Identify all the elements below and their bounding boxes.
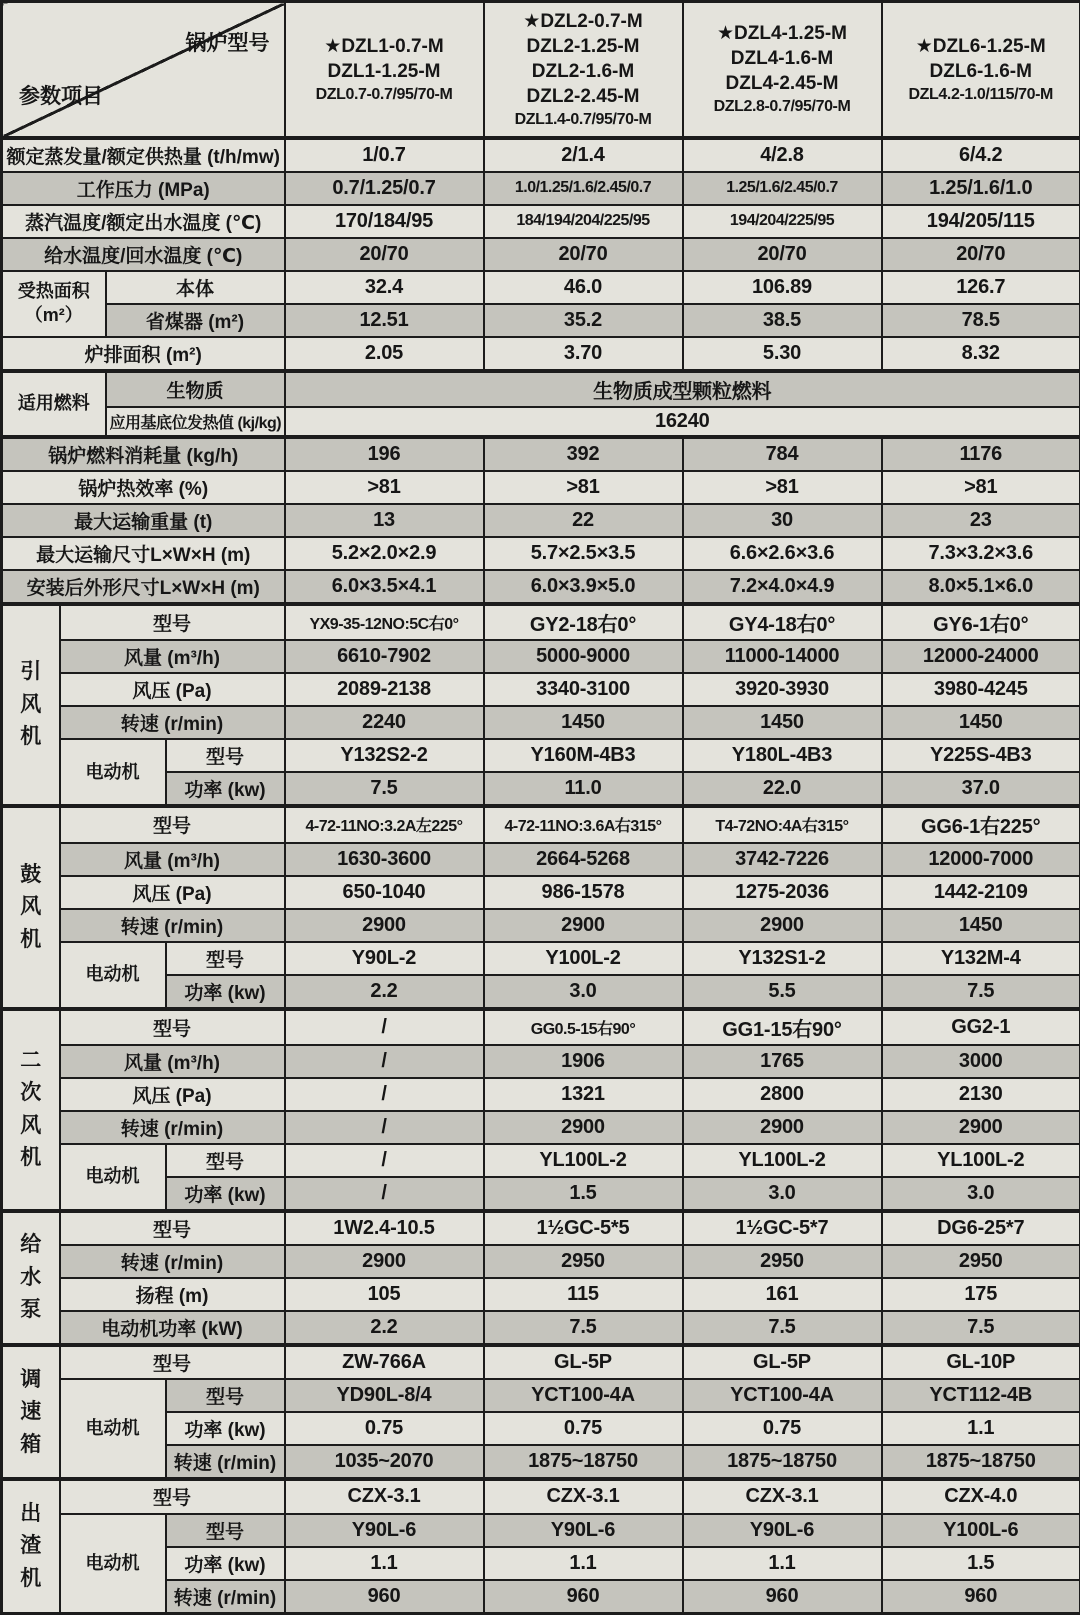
value-cell: 7.5 bbox=[285, 772, 484, 806]
value-cell: / bbox=[285, 1078, 484, 1111]
param-label: 炉排面积 (m²) bbox=[2, 337, 285, 371]
table-row bbox=[2, 407, 1080, 437]
param-label: 风量 (m³/h) bbox=[60, 640, 285, 673]
group-label: 适用燃料 bbox=[2, 371, 106, 437]
table-row bbox=[2, 1278, 1080, 1311]
value-cell: >81 bbox=[484, 471, 683, 504]
value-cell: 1765 bbox=[683, 1045, 882, 1078]
model-name: DZL4-1.6-M bbox=[730, 48, 834, 70]
value-cell: 194/204/225/95 bbox=[683, 205, 882, 238]
param-label: 最大运输重量 (t) bbox=[2, 504, 285, 537]
param-label: 型号 bbox=[166, 1144, 285, 1177]
value-cell: 1630-3600 bbox=[285, 843, 484, 876]
value-cell: 4-72-11NO:3.2A左225° bbox=[285, 806, 484, 842]
value-cell: 126.7 bbox=[882, 271, 1080, 304]
value-cell: 3.0 bbox=[882, 1177, 1080, 1211]
group-label bbox=[2, 1479, 60, 1613]
value-cell: 13 bbox=[285, 504, 484, 537]
value-cell: 960 bbox=[683, 1580, 882, 1614]
value-cell: 22.0 bbox=[683, 772, 882, 806]
value-cell: 2900 bbox=[484, 1111, 683, 1144]
value-cell: 7.5 bbox=[882, 975, 1080, 1009]
value-cell: 1875~18750 bbox=[484, 1445, 683, 1479]
value-cell: 1.25/1.6/2.45/0.7 bbox=[683, 172, 882, 205]
param-label: 风压 (Pa) bbox=[60, 876, 285, 909]
value-cell: 2.05 bbox=[285, 337, 484, 371]
model-name: DZL2-1.6-M bbox=[531, 60, 635, 82]
table-row bbox=[2, 1211, 1080, 1245]
param-label: 扬程 (m) bbox=[60, 1278, 285, 1311]
param-label: 工作压力 (MPa) bbox=[2, 172, 285, 205]
value-cell: 1875~18750 bbox=[683, 1445, 882, 1479]
param-label: 型号 bbox=[60, 604, 285, 640]
value-cell: 986-1578 bbox=[484, 876, 683, 909]
table-row bbox=[2, 640, 1080, 673]
value-cell: 1.1 bbox=[683, 1547, 882, 1580]
table-row bbox=[2, 909, 1080, 942]
value-cell: / bbox=[285, 1177, 484, 1211]
value-cell: 2900 bbox=[882, 1111, 1080, 1144]
value-cell: YCT100-4A bbox=[683, 1379, 882, 1412]
table-row bbox=[2, 371, 1080, 407]
value-cell: 0.7/1.25/0.7 bbox=[285, 172, 484, 205]
model-name: DZL4.2-1.0/115/70-M bbox=[908, 85, 1053, 103]
corner-label-boiler-model: 锅炉型号 bbox=[185, 32, 270, 55]
value-cell: 1.1 bbox=[882, 1412, 1080, 1445]
section-label-text: 出渣机 bbox=[20, 1501, 42, 1590]
value-cell: / bbox=[285, 1144, 484, 1177]
header-row bbox=[2, 2, 1080, 138]
param-label: 风量 (m³/h) bbox=[60, 843, 285, 876]
value-cell: 1321 bbox=[484, 1078, 683, 1111]
value-cell: 1.5 bbox=[484, 1177, 683, 1211]
table-row bbox=[2, 1111, 1080, 1144]
value-cell: 105 bbox=[285, 1278, 484, 1311]
model-header-col1 bbox=[285, 2, 484, 138]
value-cell: 11.0 bbox=[484, 772, 683, 806]
param-label: 省煤器 (m²) bbox=[106, 304, 285, 337]
value-cell: 6610-7902 bbox=[285, 640, 484, 673]
value-cell: 1035~2070 bbox=[285, 1445, 484, 1479]
value-cell: 1.0/1.25/1.6/2.45/0.7 bbox=[484, 172, 683, 205]
value-cell: 2.2 bbox=[285, 1311, 484, 1345]
value-cell: 1176 bbox=[882, 437, 1080, 471]
param-label: 型号 bbox=[60, 1009, 285, 1045]
table-row bbox=[2, 1045, 1080, 1078]
table-row bbox=[2, 271, 1080, 304]
model-name: ★DZL2-0.7-M bbox=[523, 10, 643, 32]
param-label: 型号 bbox=[60, 1211, 285, 1245]
param-label: 转速 (r/min) bbox=[166, 1580, 285, 1614]
value-cell: 784 bbox=[683, 437, 882, 471]
param-label: 型号 bbox=[166, 1514, 285, 1547]
value-cell: YL100L-2 bbox=[882, 1144, 1080, 1177]
param-label: 风压 (Pa) bbox=[60, 1078, 285, 1111]
model-name: DZL2-2.45-M bbox=[526, 85, 640, 107]
param-label: 转速 (r/min) bbox=[60, 1111, 285, 1144]
table-row bbox=[2, 1311, 1080, 1345]
value-cell: 194/205/115 bbox=[882, 205, 1080, 238]
value-cell: 3340-3100 bbox=[484, 673, 683, 706]
value-cell: 7.5 bbox=[882, 1311, 1080, 1345]
table-row bbox=[2, 337, 1080, 371]
corner-cell bbox=[2, 2, 285, 138]
value-cell: 0.75 bbox=[683, 1412, 882, 1445]
group-label: 电动机 bbox=[60, 1379, 166, 1479]
model-name: DZL1-1.25-M bbox=[327, 60, 441, 82]
param-label: 型号 bbox=[166, 1379, 285, 1412]
value-cell: 2900 bbox=[683, 909, 882, 942]
param-label: 型号 bbox=[60, 1479, 285, 1513]
value-cell: 960 bbox=[285, 1580, 484, 1614]
value-cell: GG6-1右225° bbox=[882, 806, 1080, 842]
value-cell: GG0.5-15右90° bbox=[484, 1009, 683, 1045]
value-cell: Y90L-6 bbox=[683, 1514, 882, 1547]
param-label: 应用基底位发热值 (kj/kg) bbox=[106, 407, 285, 437]
value-cell: CZX-3.1 bbox=[683, 1479, 882, 1513]
model-header-col4 bbox=[882, 2, 1080, 138]
param-label: 电动机功率 (kW) bbox=[60, 1311, 285, 1345]
value-cell: 6.6×2.6×3.6 bbox=[683, 537, 882, 570]
table-row bbox=[2, 504, 1080, 537]
value-cell: Y132S1-2 bbox=[683, 942, 882, 975]
group-label: 电动机 bbox=[60, 942, 166, 1009]
value-cell: Y90L-6 bbox=[484, 1514, 683, 1547]
param-label: 安装后外形尺寸L×W×H (m) bbox=[2, 570, 285, 604]
value-cell: 20/70 bbox=[683, 238, 882, 271]
table-row bbox=[2, 172, 1080, 205]
value-cell: CZX-3.1 bbox=[285, 1479, 484, 1513]
value-cell: 1450 bbox=[683, 706, 882, 739]
value-cell: 7.2×4.0×4.9 bbox=[683, 570, 882, 604]
value-cell: 184/194/204/225/95 bbox=[484, 205, 683, 238]
param-label: 蒸汽温度/额定出水温度 (℃) bbox=[2, 205, 285, 238]
param-label: 功率 (kw) bbox=[166, 772, 285, 806]
value-cell: YCT100-4A bbox=[484, 1379, 683, 1412]
value-cell: 5000-9000 bbox=[484, 640, 683, 673]
value-cell: 2130 bbox=[882, 1078, 1080, 1111]
model-name: DZL6-1.6-M bbox=[929, 60, 1032, 82]
value-cell: 1450 bbox=[882, 706, 1080, 739]
value-cell: CZX-3.1 bbox=[484, 1479, 683, 1513]
value-cell: 35.2 bbox=[484, 304, 683, 337]
table-row bbox=[2, 238, 1080, 271]
section-label-text: 引风机 bbox=[20, 660, 42, 749]
param-label: 型号 bbox=[60, 806, 285, 842]
model-name: ★DZL4-1.25-M bbox=[717, 23, 847, 45]
value-cell: 4-72-11NO:3.6A右315° bbox=[484, 806, 683, 842]
value-cell: 175 bbox=[882, 1278, 1080, 1311]
param-label: 转速 (r/min) bbox=[60, 909, 285, 942]
value-cell: 1W2.4-10.5 bbox=[285, 1211, 484, 1245]
value-cell: 12000-7000 bbox=[882, 843, 1080, 876]
value-cell: 37.0 bbox=[882, 772, 1080, 806]
param-label: 型号 bbox=[60, 1345, 285, 1379]
value-cell: 2/1.4 bbox=[484, 138, 683, 172]
value-cell: 2089-2138 bbox=[285, 673, 484, 706]
table-row bbox=[2, 806, 1080, 842]
value-cell: 3.0 bbox=[484, 975, 683, 1009]
value-cell: 20/70 bbox=[484, 238, 683, 271]
param-label: 功率 (kw) bbox=[166, 975, 285, 1009]
value-cell: 8.32 bbox=[882, 337, 1080, 371]
table-row bbox=[2, 942, 1080, 975]
value-cell: 3742-7226 bbox=[683, 843, 882, 876]
value-cell: Y90L-6 bbox=[285, 1514, 484, 1547]
value-cell: 1.1 bbox=[285, 1547, 484, 1580]
value-cell: 6/4.2 bbox=[882, 138, 1080, 172]
table-row bbox=[2, 205, 1080, 238]
value-cell: GL-5P bbox=[484, 1345, 683, 1379]
group-label: 受热面积 （m²） bbox=[2, 271, 106, 337]
param-label: 风压 (Pa) bbox=[60, 673, 285, 706]
value-cell: 1450 bbox=[882, 909, 1080, 942]
value-cell: 2950 bbox=[882, 1245, 1080, 1278]
value-cell: 1442-2109 bbox=[882, 876, 1080, 909]
value-cell: >81 bbox=[882, 471, 1080, 504]
table-row bbox=[2, 706, 1080, 739]
value-cell: ZW-766A bbox=[285, 1345, 484, 1379]
param-label: 功率 (kw) bbox=[166, 1412, 285, 1445]
section-label-text: 鼓风机 bbox=[20, 862, 42, 951]
value-cell: 7.5 bbox=[484, 1311, 683, 1345]
model-name: DZL2.8-0.7/95/70-M bbox=[713, 98, 851, 116]
table-row bbox=[2, 843, 1080, 876]
value-cell: 2.2 bbox=[285, 975, 484, 1009]
group-label bbox=[2, 604, 60, 806]
value-cell: 1450 bbox=[484, 706, 683, 739]
table-row bbox=[2, 304, 1080, 337]
table-row bbox=[2, 138, 1080, 172]
value-cell: 2900 bbox=[683, 1111, 882, 1144]
value-cell: GL-5P bbox=[683, 1345, 882, 1379]
value-cell: YD90L-8/4 bbox=[285, 1379, 484, 1412]
param-label: 功率 (kw) bbox=[166, 1177, 285, 1211]
param-label: 功率 (kw) bbox=[166, 1547, 285, 1580]
value-cell: 38.5 bbox=[683, 304, 882, 337]
value-cell: 4/2.8 bbox=[683, 138, 882, 172]
table-row bbox=[2, 673, 1080, 706]
value-cell: 650-1040 bbox=[285, 876, 484, 909]
param-label: 给水温度/回水温度 (℃) bbox=[2, 238, 285, 271]
value-cell: / bbox=[285, 1111, 484, 1144]
value-cell: 32.4 bbox=[285, 271, 484, 304]
value-cell: 161 bbox=[683, 1278, 882, 1311]
section-label-text: 给水泵 bbox=[20, 1233, 42, 1322]
value-cell: / bbox=[285, 1045, 484, 1078]
value-cell: 1½GC-5*5 bbox=[484, 1211, 683, 1245]
value-cell: 7.5 bbox=[683, 1311, 882, 1345]
value-cell: 0.75 bbox=[484, 1412, 683, 1445]
value-cell: Y180L-4B3 bbox=[683, 739, 882, 772]
group-label bbox=[2, 1211, 60, 1345]
corner-label-parameter-item: 参数项目 bbox=[19, 84, 103, 108]
value-cell: 20/70 bbox=[285, 238, 484, 271]
value-cell: 8.0×5.1×6.0 bbox=[882, 570, 1080, 604]
value-cell: 2240 bbox=[285, 706, 484, 739]
table-row bbox=[2, 537, 1080, 570]
value-cell: 960 bbox=[484, 1580, 683, 1614]
group-label bbox=[2, 1345, 60, 1479]
value-cell: 170/184/95 bbox=[285, 205, 484, 238]
model-name: ★DZL6-1.25-M bbox=[915, 35, 1046, 57]
model-header-col3 bbox=[683, 2, 882, 138]
value-cell: GL-10P bbox=[882, 1345, 1080, 1379]
value-cell: >81 bbox=[683, 471, 882, 504]
model-name: ★DZL1-0.7-M bbox=[324, 35, 444, 57]
value-cell: 生物质成型颗粒燃料 bbox=[285, 371, 1080, 407]
value-cell: 6.0×3.9×5.0 bbox=[484, 570, 683, 604]
param-label: 锅炉热效率 (%) bbox=[2, 471, 285, 504]
value-cell: 5.30 bbox=[683, 337, 882, 371]
value-cell: 78.5 bbox=[882, 304, 1080, 337]
value-cell: GY4-18右0° bbox=[683, 604, 882, 640]
value-cell: 6.0×3.5×4.1 bbox=[285, 570, 484, 604]
value-cell: 2900 bbox=[285, 1245, 484, 1278]
value-cell: 2950 bbox=[683, 1245, 882, 1278]
value-cell: 30 bbox=[683, 504, 882, 537]
table-row bbox=[2, 437, 1080, 471]
value-cell: Y100L-2 bbox=[484, 942, 683, 975]
param-label: 额定蒸发量/额定供热量 (t/h/mw) bbox=[2, 138, 285, 172]
value-cell: GG2-1 bbox=[882, 1009, 1080, 1045]
value-cell: 20/70 bbox=[882, 238, 1080, 271]
spec-table-body bbox=[2, 138, 1080, 1614]
table-row bbox=[2, 1245, 1080, 1278]
table-row bbox=[2, 1144, 1080, 1177]
value-cell: Y160M-4B3 bbox=[484, 739, 683, 772]
param-label: 型号 bbox=[166, 942, 285, 975]
value-cell: 392 bbox=[484, 437, 683, 471]
value-cell: CZX-4.0 bbox=[882, 1479, 1080, 1513]
group-label: 电动机 bbox=[60, 739, 166, 806]
value-cell: 12.51 bbox=[285, 304, 484, 337]
param-label: 生物质 bbox=[106, 371, 285, 407]
param-label: 转速 (r/min) bbox=[60, 706, 285, 739]
value-cell: >81 bbox=[285, 471, 484, 504]
model-name: DZL2-1.25-M bbox=[526, 35, 640, 57]
param-label: 最大运输尺寸L×W×H (m) bbox=[2, 537, 285, 570]
value-cell: 1.5 bbox=[882, 1547, 1080, 1580]
value-cell: T4-72NO:4A右315° bbox=[683, 806, 882, 842]
value-cell: 5.2×2.0×2.9 bbox=[285, 537, 484, 570]
value-cell: 5.5 bbox=[683, 975, 882, 1009]
group-label: 电动机 bbox=[60, 1144, 166, 1211]
value-cell: 1275-2036 bbox=[683, 876, 882, 909]
table-row bbox=[2, 1009, 1080, 1045]
value-cell: 1/0.7 bbox=[285, 138, 484, 172]
value-cell: Y90L-2 bbox=[285, 942, 484, 975]
param-label: 转速 (r/min) bbox=[60, 1245, 285, 1278]
value-cell: 22 bbox=[484, 504, 683, 537]
value-cell: 2950 bbox=[484, 1245, 683, 1278]
value-cell: 2800 bbox=[683, 1078, 882, 1111]
group-label: 电动机 bbox=[60, 1514, 166, 1614]
value-cell: 3920-3930 bbox=[683, 673, 882, 706]
value-cell: Y132M-4 bbox=[882, 942, 1080, 975]
table-row bbox=[2, 876, 1080, 909]
value-cell: 2664-5268 bbox=[484, 843, 683, 876]
value-cell: 7.3×3.2×3.6 bbox=[882, 537, 1080, 570]
table-row bbox=[2, 739, 1080, 772]
value-cell: 1.25/1.6/1.0 bbox=[882, 172, 1080, 205]
value-cell: 11000-14000 bbox=[683, 640, 882, 673]
value-cell: 12000-24000 bbox=[882, 640, 1080, 673]
value-cell: 23 bbox=[882, 504, 1080, 537]
value-cell: 3980-4245 bbox=[882, 673, 1080, 706]
table-row bbox=[2, 570, 1080, 604]
value-cell: 115 bbox=[484, 1278, 683, 1311]
value-cell: Y132S2-2 bbox=[285, 739, 484, 772]
value-cell: 2900 bbox=[285, 909, 484, 942]
value-cell: DG6-25*7 bbox=[882, 1211, 1080, 1245]
value-cell: 1875~18750 bbox=[882, 1445, 1080, 1479]
value-cell: YX9-35-12NO:5C右0° bbox=[285, 604, 484, 640]
value-cell: 5.7×2.5×3.5 bbox=[484, 537, 683, 570]
value-cell: GG1-15右90° bbox=[683, 1009, 882, 1045]
value-cell: 0.75 bbox=[285, 1412, 484, 1445]
value-cell: 3.70 bbox=[484, 337, 683, 371]
value-cell: 1.1 bbox=[484, 1547, 683, 1580]
value-cell: 196 bbox=[285, 437, 484, 471]
value-cell: YL100L-2 bbox=[683, 1144, 882, 1177]
model-name: DZL1.4-0.7/95/70-M bbox=[514, 110, 652, 128]
param-label: 风量 (m³/h) bbox=[60, 1045, 285, 1078]
table-row bbox=[2, 1379, 1080, 1412]
value-cell: Y100L-6 bbox=[882, 1514, 1080, 1547]
model-header-col2 bbox=[484, 2, 683, 138]
value-cell: 3000 bbox=[882, 1045, 1080, 1078]
value-cell: 16240 bbox=[285, 407, 1080, 437]
group-label bbox=[2, 1009, 60, 1211]
value-cell: 46.0 bbox=[484, 271, 683, 304]
value-cell: 3.0 bbox=[683, 1177, 882, 1211]
value-cell: YCT112-4B bbox=[882, 1379, 1080, 1412]
value-cell: GY6-1右0° bbox=[882, 604, 1080, 640]
value-cell: YL100L-2 bbox=[484, 1144, 683, 1177]
section-label-text: 调速箱 bbox=[20, 1367, 42, 1456]
table-row bbox=[2, 471, 1080, 504]
param-label: 锅炉燃料消耗量 (kg/h) bbox=[2, 437, 285, 471]
value-cell: 106.89 bbox=[683, 271, 882, 304]
table-row bbox=[2, 1514, 1080, 1547]
group-label bbox=[2, 806, 60, 1008]
value-cell: 1906 bbox=[484, 1045, 683, 1078]
value-cell: / bbox=[285, 1009, 484, 1045]
value-cell: Y225S-4B3 bbox=[882, 739, 1080, 772]
section-label-text: 二次风机 bbox=[20, 1048, 42, 1170]
table-row bbox=[2, 1479, 1080, 1513]
table-row bbox=[2, 1345, 1080, 1379]
param-label: 转速 (r/min) bbox=[166, 1445, 285, 1479]
table-row bbox=[2, 1078, 1080, 1111]
value-cell: 1½GC-5*7 bbox=[683, 1211, 882, 1245]
model-name: DZL4-2.45-M bbox=[725, 73, 839, 95]
param-label: 型号 bbox=[166, 739, 285, 772]
value-cell: 2900 bbox=[484, 909, 683, 942]
table-row bbox=[2, 604, 1080, 640]
value-cell: 960 bbox=[882, 1580, 1080, 1614]
model-name: DZL0.7-0.7/95/70-M bbox=[315, 85, 453, 103]
param-label: 本体 bbox=[106, 271, 285, 304]
value-cell: GY2-18右0° bbox=[484, 604, 683, 640]
